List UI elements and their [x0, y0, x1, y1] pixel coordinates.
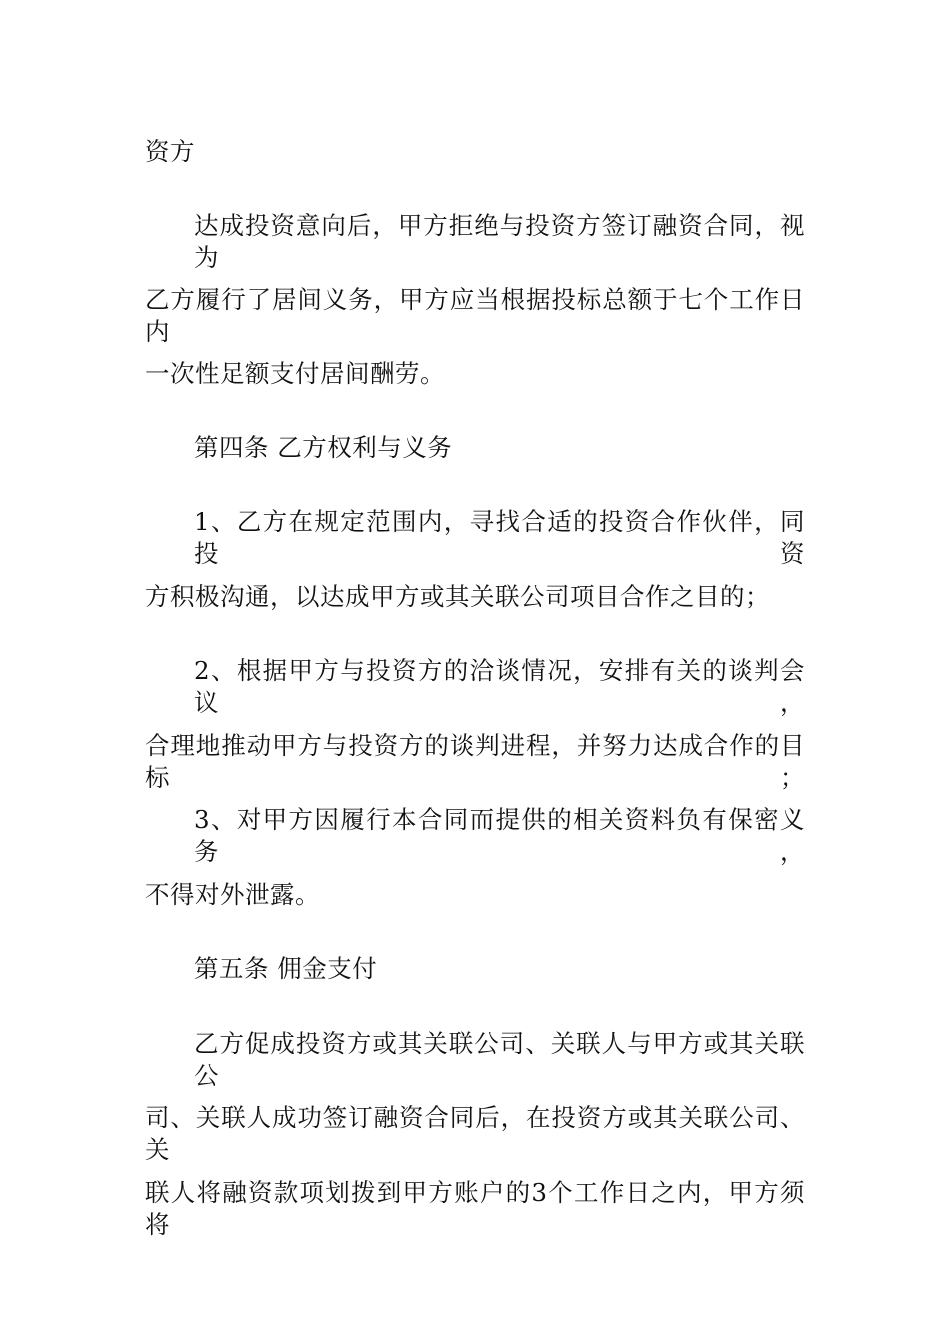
- section-heading: 第五条 佣金支付: [194, 954, 378, 983]
- paragraph-line: 2、根据甲方与投资方的洽谈情况，安排有关的谈判会议，: [194, 656, 805, 717]
- paragraph-line: 方积极沟通，以达成甲方或其关联公司项目合作之目的；: [145, 582, 770, 611]
- paragraph-line: 联人将融资款项划拨到甲方账户的3个工作日之内，甲方须将: [145, 1178, 805, 1239]
- paragraph-line: 乙方促成投资方或其关联公司、关联人与甲方或其关联公: [194, 1029, 805, 1090]
- paragraph-line: 不得对外泄露。: [145, 880, 320, 909]
- paragraph-line: 资方: [145, 137, 195, 166]
- paragraph-line: 司、关联人成功签订融资合同后，在投资方或其关联公司、关: [145, 1103, 805, 1164]
- paragraph-line: 达成投资意向后，甲方拒绝与投资方签订融资合同，视为: [194, 211, 805, 272]
- paragraph-line: 3、对甲方因履行本合同而提供的相关资料负有保密义务，: [194, 805, 805, 866]
- paragraph-line: 乙方履行了居间义务，甲方应当根据投标总额于七个工作日内: [145, 285, 805, 346]
- section-heading: 第四条 乙方权利与义务: [194, 433, 453, 462]
- paragraph-line: 1、乙方在规定范围内，寻找合适的投资合作伙伴，同投资: [194, 507, 805, 568]
- paragraph-line: 一次性足额支付居间酬劳。: [145, 359, 445, 388]
- paragraph-line: 合理地推动甲方与投资方的谈判进程，并努力达成合作的目标；: [145, 731, 805, 792]
